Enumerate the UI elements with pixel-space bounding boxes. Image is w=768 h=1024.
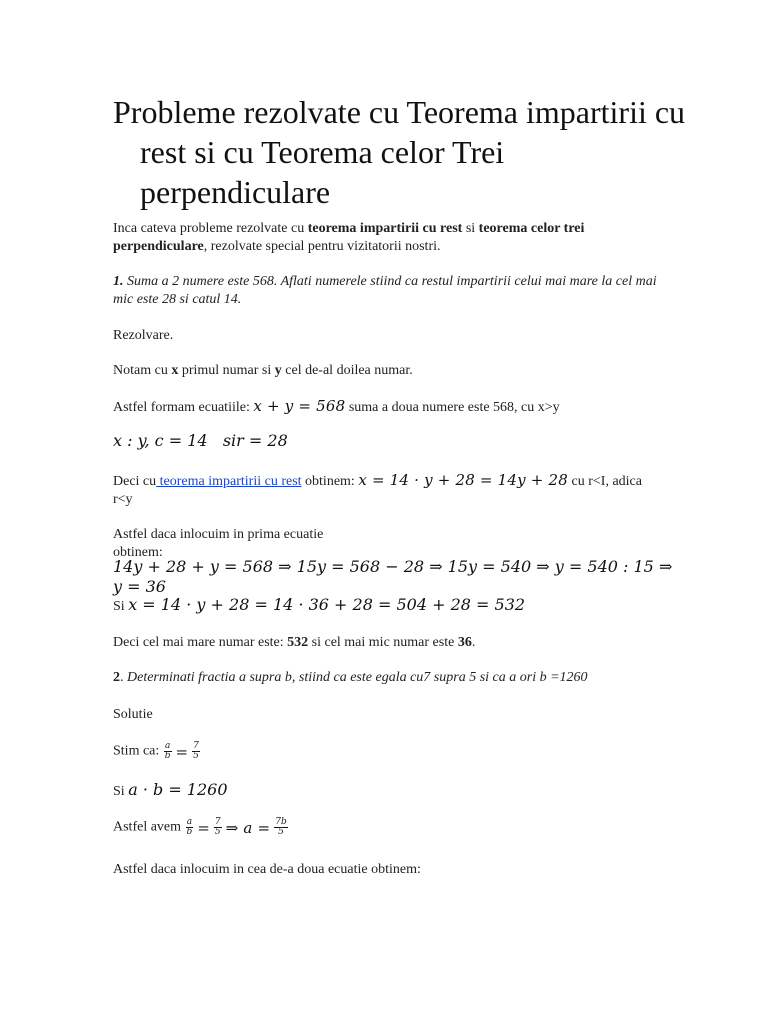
fraction-numerator: a <box>164 741 171 751</box>
notam-text-2: primul numar si <box>178 363 275 378</box>
theorem-link[interactable]: teorema impartirii cu rest <box>156 474 302 489</box>
fraction-numerator: 7b <box>275 817 287 827</box>
notam-text-3: cel de-al doilea numar. <box>281 363 413 378</box>
problem2-number: 2 <box>113 670 120 685</box>
deci-text-3: cu r<I, adica r<y <box>113 474 642 507</box>
problem1-deci <box>113 471 658 509</box>
equals-sign: = <box>175 742 189 761</box>
problem1-notam <box>113 362 658 380</box>
intro-bold-1: teorema impartirii cu rest <box>307 221 463 236</box>
problem1-astfel <box>113 397 658 417</box>
deci-text-2: obtinem: <box>301 474 359 489</box>
product-equation: a · b = 1260 <box>128 780 228 799</box>
problem1-rezolvare: Rezolvare. <box>113 328 174 343</box>
fraction-numerator: a <box>186 817 193 827</box>
intro-text-1: Inca cateva probleme rezolvate cu <box>113 221 308 236</box>
astfel-equation: x + y = 568 <box>253 397 346 415</box>
problem2-avem <box>113 818 658 837</box>
fraction-denominator: 5 <box>193 751 199 761</box>
problem1-number: 1. <box>113 274 124 289</box>
problem1-inlocuim: Astfel daca inlocuim in prima ecuatie obtinem: <box>113 527 324 560</box>
equals-sign: = <box>197 818 210 837</box>
notam-x: x <box>171 363 179 378</box>
problem2-statement <box>113 669 658 687</box>
fraction-numerator: 7 <box>214 817 221 827</box>
intro-text-2: si <box>462 221 479 236</box>
fraction-7-5 <box>214 818 222 837</box>
fraction-a-b <box>186 818 194 837</box>
page-title: Probleme rezolvate cu Teorema impartirii cu rest si cu Teorema celor Trei perpendiculare <box>113 94 686 210</box>
problem1-text: Suma a 2 numere este 568. Aflati numerele stiind ca restul impartirii celui mai mare la cel mai mic este 28 si catul 14. <box>113 274 657 307</box>
concluzie-text-2: si cel mai mic numar este <box>308 635 458 650</box>
concluzie-value-1: 532 <box>287 635 309 650</box>
fraction-denominator: b <box>164 751 171 761</box>
problem1-concluzie <box>113 634 658 652</box>
equation-chain: 14y + 28 + y = 568 ⇒ 15y = 568 − 28 ⇒ 15y = 540 ⇒ y = 540 : 15 ⇒ y = 36 <box>113 557 673 596</box>
fraction-numerator: 7 <box>193 741 199 751</box>
deci-equation: x = 14 · y + 28 = 14y + 28 <box>358 471 569 489</box>
deci-text-1: Deci cu <box>113 474 157 489</box>
intro-paragraph <box>113 220 658 256</box>
astfel-text-1: Astfel formam ecuatiile: <box>113 400 254 415</box>
fraction-7-5 <box>192 742 200 761</box>
notam-text-1: Notam cu <box>113 363 172 378</box>
problem1-si <box>113 596 658 616</box>
si-text: Si <box>113 784 129 799</box>
equation-cat-rest: x : y, c = 14 sir = 28 <box>113 431 288 450</box>
implication: ⇒ a = <box>225 818 271 837</box>
astfel-text-2: suma a doua numere este 568, cu x>y <box>345 400 560 415</box>
problem2-solutie: Solutie <box>113 707 153 722</box>
si-equation: x = 14 · y + 28 = 14 · 36 + 28 = 504 + 28 = 532 <box>128 595 526 614</box>
problem2-final: Astfel daca inlocuim in cea de-a doua ecuatie obtinem: <box>113 862 421 877</box>
problem1-equation-2 <box>113 432 658 452</box>
problem1-equation-3 <box>113 558 673 598</box>
fraction-denominator: 5 <box>214 827 221 837</box>
fraction-denominator: 5 <box>278 827 284 837</box>
problem2-dot: . <box>120 670 127 685</box>
problem1-statement <box>113 273 658 309</box>
intro-bold-2: teorema celor trei perpendiculare <box>113 221 585 254</box>
intro-text-3: , rezolvate special pentru vizitatorii nostri. <box>203 239 441 254</box>
fraction-7b-5 <box>274 818 288 837</box>
concluzie-text-1: Deci cel mai mare numar este: <box>113 635 288 650</box>
problem2-si <box>113 781 658 801</box>
stim-text: Stim ca: <box>113 743 163 759</box>
problem2-text: Determinati fractia a supra b, stiind ca este egala cu7 supra 5 si ca a ori b =1260 <box>127 670 588 685</box>
notam-y: y <box>274 363 282 378</box>
problem2-stim <box>113 742 658 761</box>
concluzie-text-3: . <box>471 635 476 650</box>
fraction-denominator: b <box>186 827 193 837</box>
avem-text: Astfel avem <box>113 819 185 835</box>
fraction-a-b <box>164 742 172 761</box>
concluzie-value-2: 36 <box>457 635 472 650</box>
si-text: Si <box>113 599 129 614</box>
